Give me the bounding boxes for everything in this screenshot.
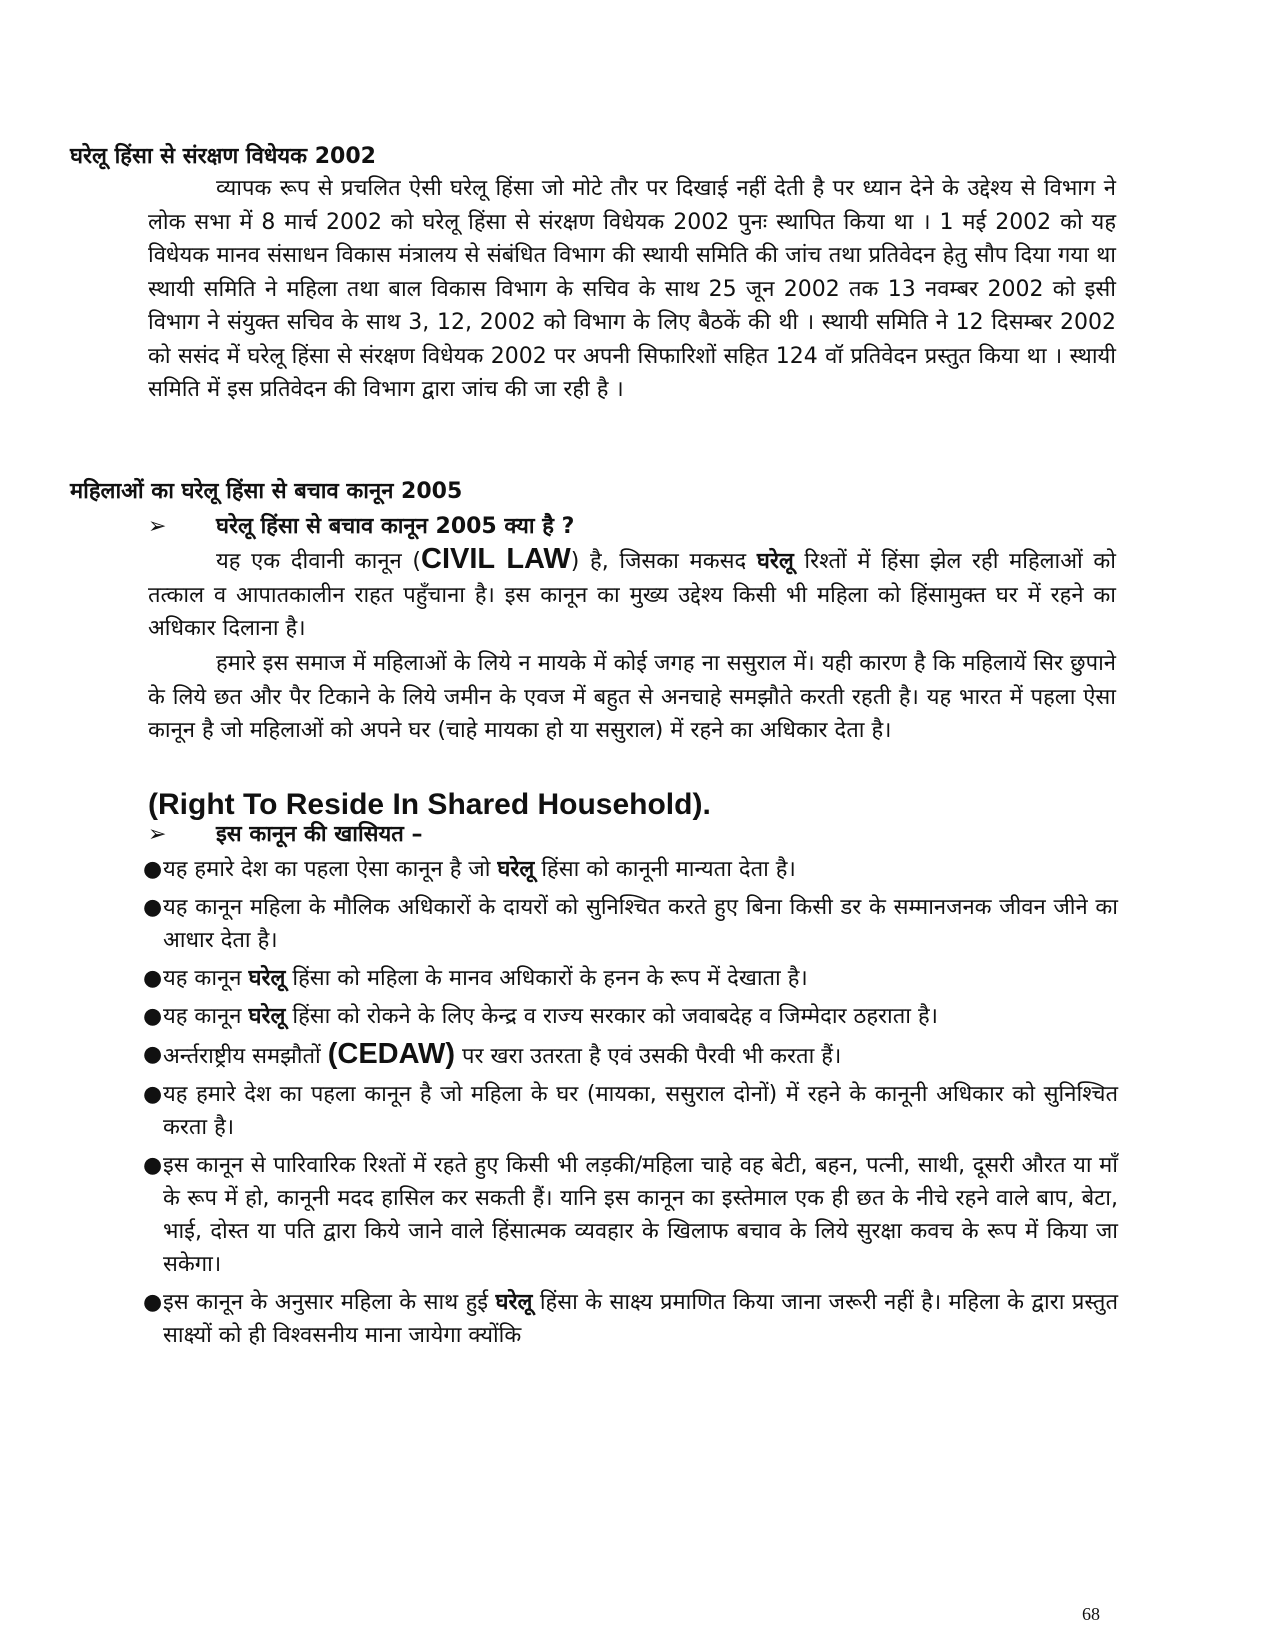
arrow-bullet-icon: ➢: [148, 822, 167, 847]
bullet-dot-icon: ●: [143, 1082, 163, 1107]
arrow-bullet-icon: ➢: [148, 514, 167, 539]
heading-protection-bill-2002: घरेलू हिंसा से संरक्षण विधेयक 2002: [70, 144, 376, 169]
text: हिंसा को महिला के मानव अधिकारों के हनन के रूप में देखाता है।: [285, 966, 808, 991]
features-list: [143, 853, 1118, 1357]
paragraph-society: हमारे इस समाज में महिलाओं के लिये न मायके में कोई जगह ना ससुराल में। यही कारण है कि महिलायें सिर छुपाने के लिये छत और पैर टिकाने के लिये जमीन के एवज में बहुत से अनचाहे समझौते करती रहती है। यह भारत में पहला ऐसा कानून है जो महिलाओं को अपने घर (चाहे मायका हो या ससुराल) में रहने का अधिकार देता है।: [148, 651, 1116, 743]
list-item: [143, 1078, 1118, 1144]
right-to-reside-line: (Right To Reside In Shared Household).: [148, 788, 711, 821]
text: यह कानून: [163, 1004, 249, 1029]
bullet-dot-icon: ●: [143, 1290, 163, 1315]
text: हिंसा को कानूनी मान्यता देता है।: [534, 857, 796, 882]
list-item: [143, 853, 1118, 886]
text: इस कानून के अनुसार महिला के साथ हुई: [163, 1290, 496, 1315]
text: पर खरा उतरता है एवं उसकी पैरवी भी करता हैं।: [454, 1044, 842, 1069]
subheading-features: [148, 818, 422, 848]
bullet-dot-icon: ●: [143, 1042, 163, 1067]
text: यह हमारे देश का पहला ऐसा कानून है जो: [163, 857, 498, 882]
bullet-dot-icon: ●: [143, 966, 163, 991]
text: अर्न्तराष्ट्रीय समझौतों: [163, 1044, 328, 1069]
text: इस कानून से पारिवारिक रिश्तों में रहते हुए किसी भी लड़की/महिला चाहे वह बेटी, बहन, पत्नी, साथी, दूसरी औरत या माँ के रूप में हो, कानूनी मदद हासिल कर सकती हैं। यानि इस कानून का इस्तेमाल एक ही छत के नीचे रहने वाले बाप, बेटा, भाई, दोस्त या पति द्वारा किये जाने वाले हिंसात्मक व्यवहार के खिलाफ बचाव के लिये सुरक्षा कवच के रूप में किया जा सकेगा।: [163, 1153, 1118, 1277]
subheading-what-is-act: [148, 510, 574, 540]
paragraph-bill-history: व्यापक रूप से प्रचलित ऐसी घरेलू हिंसा जो मोटे तौर पर दिखाई नहीं देती है पर ध्यान देने के उद्देश्य से विभाग ने लोक सभा में 8 मार्च 2002 को घरेलू हिंसा से संरक्षण विधेयक 2002 पुनः स्थापित किया था । 1 मई 2002 को यह विधेयक मानव संसाधन विकास मंत्रालय से संबंधित विभाग की स्थायी समिति की जांच तथा प्रतिवेदन हेतु सौप दिया गया था स्थायी समिति ने महिला तथा बाल विकास विभाग के सचिव के साथ 25 जून 2002 तक 13 नवम्बर 2002 को इसी विभाग ने संयुक्त सचिव के साथ 3, 12, 2002 को विभाग के लिए बैठकें की थी । स्थायी समिति ने 12 दिसम्बर 2002 को ससंद में घरेलू हिंसा से संरक्षण विधेयक 2002 पर अपनी सिफारिशों सहित 124 वॉ प्रतिवेदन प्रस्तुत किया था । स्थायी समिति में इस प्रतिवेदन की विभाग द्वारा जांच की जा रही है ।: [148, 176, 1116, 402]
bullet-dot-icon: ●: [143, 857, 163, 882]
text: यह कानून महिला के मौलिक अधिकारों के दायरों को सुनिश्चित करते हुए बिना किसी डर के सम्मानजनक जीवन जीने का आधार देता है।: [163, 895, 1118, 953]
bold-term: घरेलू: [756, 549, 794, 574]
text: यह एक दीवानी कानून (: [216, 549, 422, 574]
heading-protection-act-2005: महिलाओं का घरेलू हिंसा से बचाव कानून 2005: [70, 479, 463, 504]
bullet-dot-icon: ●: [143, 1153, 163, 1178]
civil-law-term: CIVIL LAW: [421, 543, 571, 575]
text: ) है, जिसका मकसद: [570, 549, 757, 574]
cedaw-term: (CEDAW): [327, 1038, 455, 1070]
list-item: [143, 891, 1118, 957]
text: हिंसा के साक्ष्य प्रमाणित किया जाना जरूरी नहीं है। महिला के द्वारा प्रस्तुत साक्ष्यों को ही विश्वसनीय माना जायेगा क्योंकि: [163, 1290, 1118, 1348]
subheading-text: घरेलू हिंसा से बचाव कानून 2005 क्या है ?: [216, 514, 575, 539]
list-item: [143, 1000, 1118, 1033]
list-item: [143, 962, 1118, 995]
bold-term: घरेलू: [495, 1290, 533, 1315]
page-number: 68: [1082, 1604, 1100, 1624]
text: रिश्तों में हिंसा झेल रही महिलाओं को तत्काल व आपातकालीन राहत पहुँचाना है। इस कानून का मुख्य उद्देश्य किसी भी महिला को हिंसामुक्त घर में रहने का अधिकार दिलाना है।: [148, 549, 1117, 641]
list-item: [143, 1149, 1118, 1281]
list-item: [143, 1038, 1118, 1073]
bullet-dot-icon: ●: [143, 1004, 163, 1029]
paragraph-civil-law: [148, 543, 1116, 646]
list-item: [143, 1286, 1118, 1352]
subheading-text: इस कानून की खासियत –: [216, 822, 423, 847]
text: यह कानून: [163, 966, 249, 991]
bold-term: घरेलू: [248, 1004, 286, 1029]
bullet-dot-icon: ●: [143, 895, 163, 920]
bold-term: घरेलू: [497, 857, 535, 882]
text: हिंसा को रोकने के लिए केन्द्र व राज्य सरकार को जवाबदेह व जिम्मेदार ठहराता है।: [285, 1004, 938, 1029]
bold-term: घरेलू: [248, 966, 286, 991]
text: यह हमारे देश का पहला कानून है जो महिला के घर (मायका, ससुराल दोनों) में रहने के कानूनी अधिकार को सुनिश्चित करता है।: [163, 1082, 1118, 1140]
